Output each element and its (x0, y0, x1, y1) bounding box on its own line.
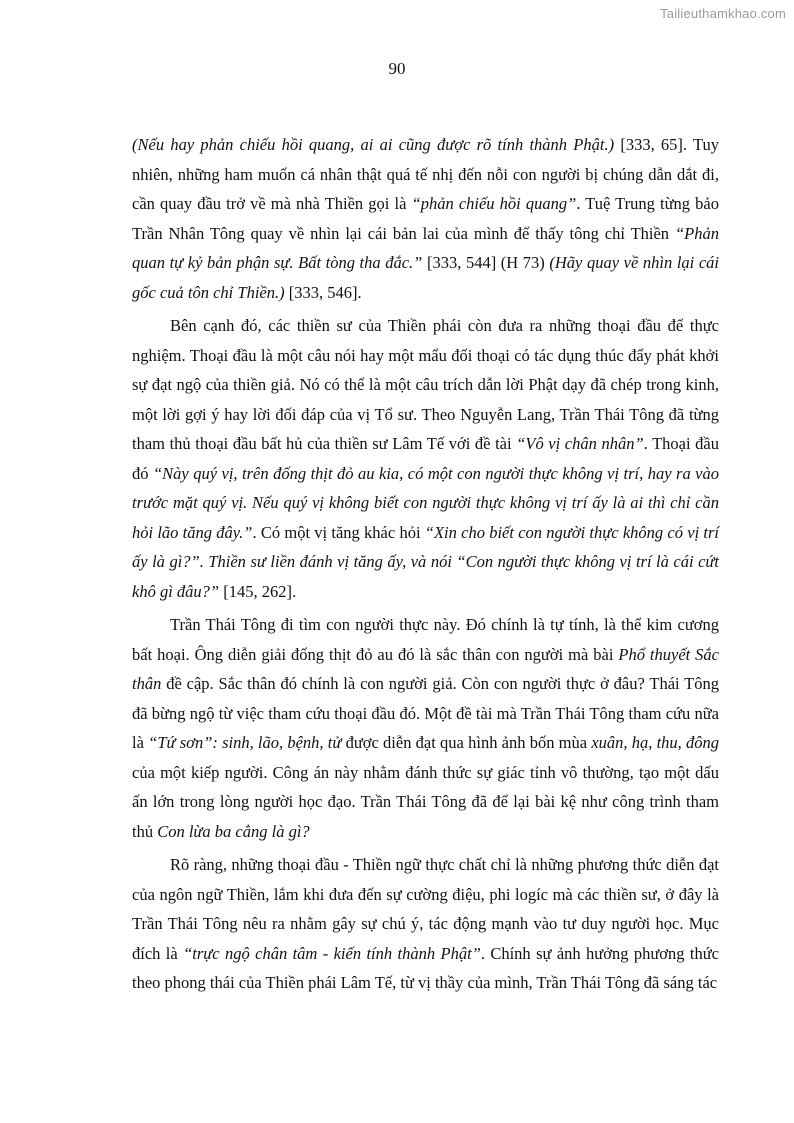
text-segment: [333, 65]. Tuy nhiên, những ham muốn cá nhân thật quá tế nhị đến nỗi con người bị chúng dẫn dắt đi, cần quay đầu trở về mà nhà Thiền gọi là (132, 135, 719, 213)
watermark: Tailieuthamkhao.com (660, 6, 786, 21)
paragraph-p3 (132, 610, 719, 846)
text-segment: được diễn đạt qua hình ảnh bốn mùa (341, 733, 592, 752)
text-segment: Rõ ràng, những thoại đầu - Thiền ngữ thực chất chỉ là những phương thức diễn đạt của ngôn ngữ Thiền, lắm khi đưa đến sự cường điệu, phi logíc mà các thiền sư, ở đây là Trần Thái Tông nêu ra nhằm gây sự chú ý, tác động mạnh vào tư duy người học. Mục đích là (132, 855, 719, 963)
italic-text-segment: xuân, hạ, thu, đông (591, 733, 720, 752)
text-segment: [145, 262]. (219, 581, 297, 601)
text-segment: . Tuệ Trung từng bảo Trần Nhân Tông quay về nhìn lại cái bản lai của mình để thấy tông chỉ Thiền (132, 194, 719, 243)
italic-text-segment: “trực ngộ chân tâm - kiến tính thành Phật” (183, 943, 481, 963)
paragraph-p2 (132, 311, 719, 606)
text-segment: của một kiếp người. Công án này nhằm đánh thức sự giác tỉnh vô thường, tạo một dấu ấn lớn trong lòng người học đạo. Trần Thái Tông đã để lại bài kệ như công trình tham thủ (132, 762, 719, 841)
text-segment: . Có một vị tăng khác hỏi (252, 522, 425, 542)
italic-text-segment: “Này quý vị, trên đống thịt đỏ au kia, có một con người thực không vị trí, hay ra vào trước mặt quý vị. Nếu quý vị không biết con người thực không vị trí ấy là ai thì chỉ cần hỏi lão tăng đây.” (132, 463, 720, 542)
italic-text-segment: “phản chiếu hồi quang” (411, 194, 577, 213)
text-segment: [333, 544] (H 73) (422, 253, 550, 272)
text-segment: [333, 546]. (284, 282, 362, 302)
italic-text-segment: (Hãy quay về nhìn lại cái gốc cuả tôn chỉ Thiền.) (132, 253, 719, 302)
italic-text-segment: Con lừa ba cẳng là gì? (157, 821, 310, 841)
text-segment: . Thoại đầu đó (132, 434, 719, 483)
text-segment: . Chính sự ảnh hưởng phương thức theo phong thái của Thiền phái Lâm Tế, từ vị thầy của mình, Trần Thái Tông đã sáng tác (132, 943, 719, 992)
italic-text-segment: “Xin cho biết con người thực không có vị trí ấy là gì?”. Thiền sư liền đánh vị tăng ấy, và nói “Con người thực không vị trí là cái cứt khô gì đâu?” (132, 522, 720, 601)
page-number: 90 (388, 59, 406, 78)
text-segment: đề cập. Sắc thân đó chính là con người giả. Còn con người thực ở đâu? Thái Tông đã bừng ngộ từ việc tham cứu thoại đầu đó. Một đề tài mà Trần Thái Tông tham cứu nữa là (132, 674, 719, 752)
paragraph-p4 (132, 850, 719, 998)
italic-text-segment: “Tứ sơn”: sinh, lão, bệnh, tử (148, 733, 342, 752)
text-segment: Trần Thái Tông đi tìm con người thực này. Đó chính là tự tính, là thể kim cương bất hoại. Ông diễn giải đống thịt đỏ au đó là sắc thân con người mà bài (132, 615, 719, 664)
italic-text-segment: (Nếu hay phản chiếu hồi quang, ai ai cũng được rõ tính thành Phật.) (132, 135, 615, 154)
paragraph-p1 (132, 130, 719, 307)
document-body (132, 130, 719, 1002)
italic-text-segment: “Phản quan tự kỷ bản phận sự. Bất tòng tha đắc.” (132, 223, 719, 272)
italic-text-segment: “Vô vị chân nhân” (516, 434, 644, 453)
text-segment: Bên cạnh đó, các thiền sư của Thiền phái còn đưa ra những thoại đầu để thực nghiệm. Thoại đầu là một câu nói hay một mẩu đối thoại có tác dụng thúc đẩy phát khởi sự đạt ngộ của thiền giả. Nó có thể là một câu trích dẫn lời Phật dạy đã chép trong kinh, một lời gợi ý hay lời đối đáp của vị Tổ sư. Theo Nguyễn Lang, Trần Thái Tông đã từng tham thủ thoại đầu bất hủ của thiền sư Lâm Tế với đề tài (132, 316, 719, 453)
italic-text-segment: Phổ thuyết Sắc thân (132, 644, 720, 693)
